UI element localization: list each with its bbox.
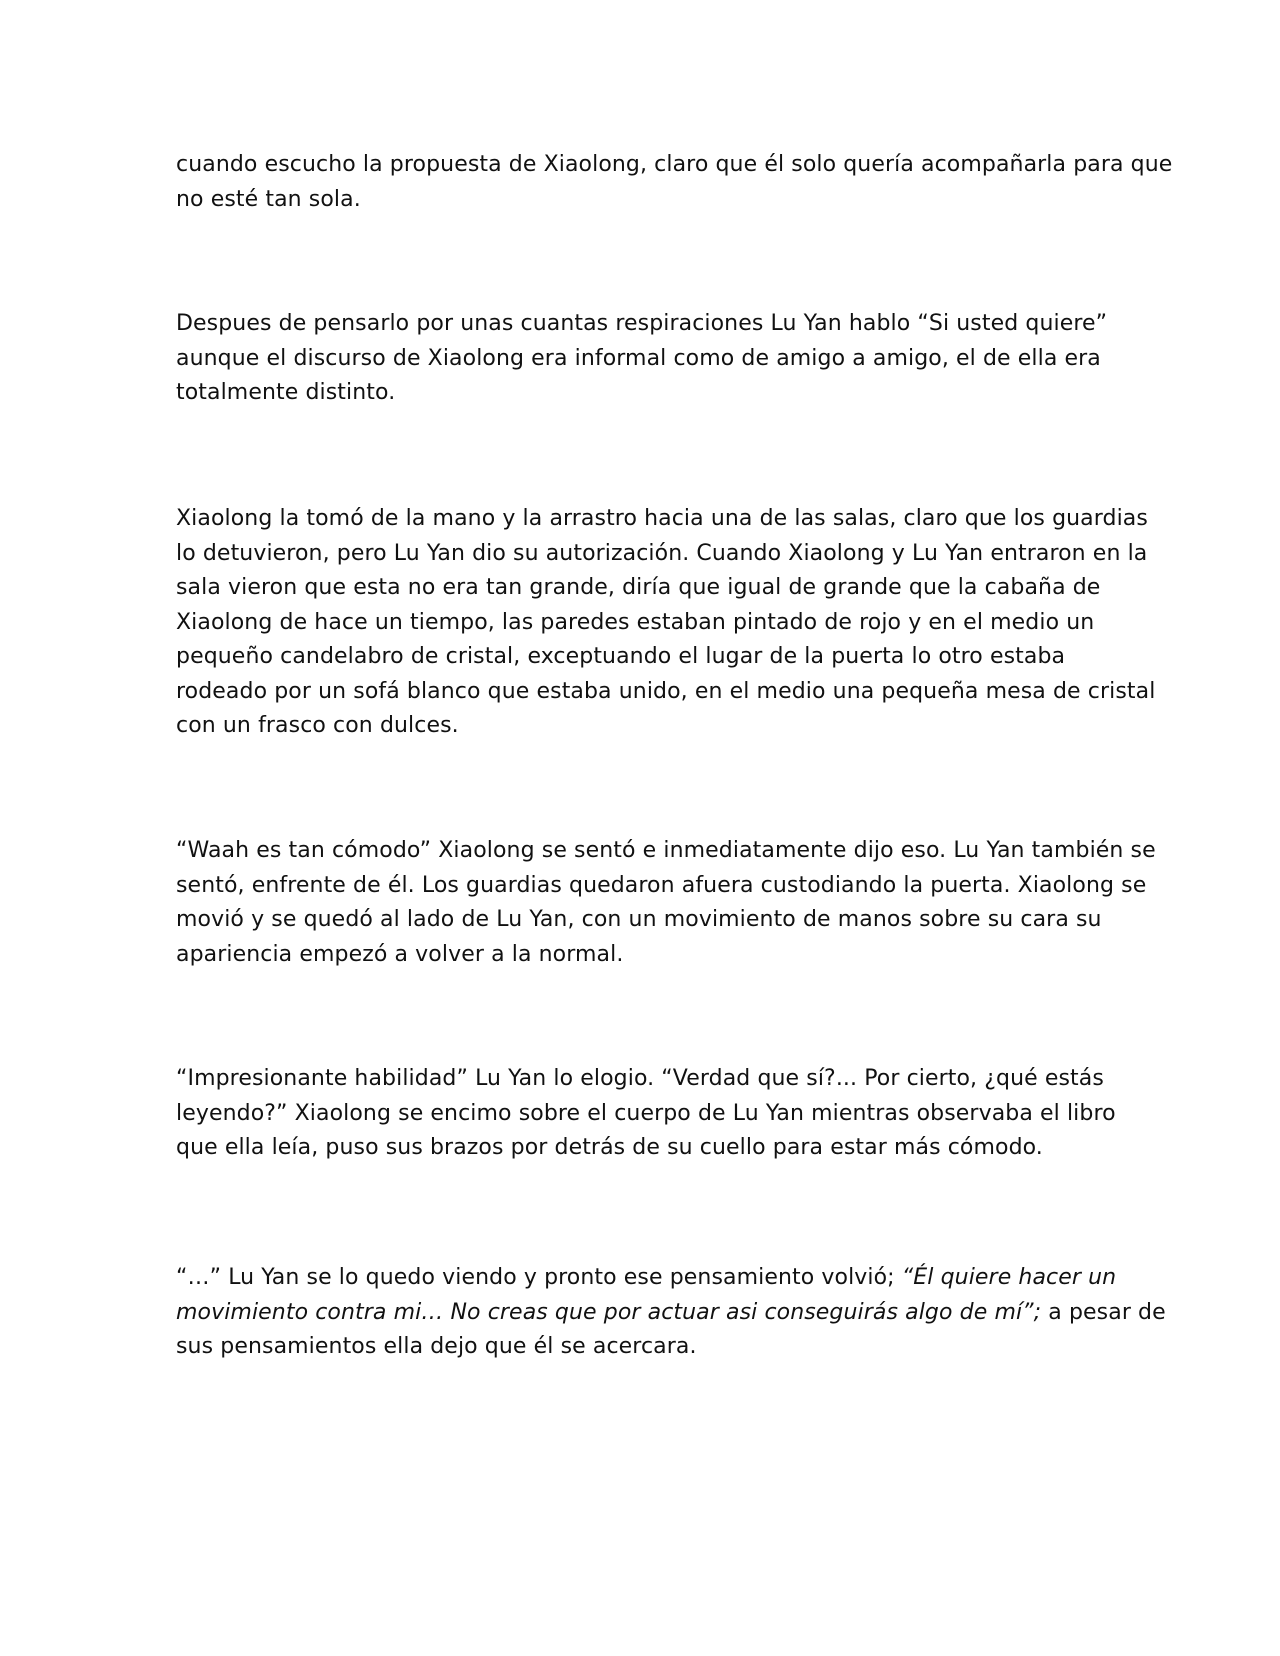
paragraph-line xyxy=(176,1261,1117,1296)
paragraph-5 xyxy=(176,1062,1116,1166)
paragraph-line xyxy=(176,1296,1166,1331)
paragraph-line: lo detuvieron, pero Lu Yan dio su autorización. Cuando Xiaolong y Lu Yan entraron en la xyxy=(176,540,1148,566)
paragraph-line: cuando escucho la propuesta de Xiaolong, claro que él solo quería acompañarla para que xyxy=(176,152,1173,177)
paragraph-line: no esté tan sola. xyxy=(176,186,361,212)
paragraph-line: Xiaolong la tomó de la mano y la arrastro hacia una de las salas, claro que los guardias xyxy=(176,506,1148,531)
paragraph-line: sala vieron que esta no era tan grande, diría que igual de grande que la cabaña de xyxy=(176,575,1101,600)
paragraph-2 xyxy=(176,307,1106,411)
narration-text: a pesar de xyxy=(1041,1299,1166,1325)
paragraph-line: “Waah es tan cómodo” Xiaolong se sentó e inmediatamente dijo eso. Lu Yan también se xyxy=(176,838,1156,863)
paragraph-line: leyendo?” Xiaolong se encimo sobre el cuerpo de Lu Yan mientras observaba el libro xyxy=(176,1100,1116,1126)
paragraph-line: que ella leía, puso sus brazos por detrás de su cuello para estar más cómodo. xyxy=(176,1135,1043,1160)
narration-text: “…” Lu Yan se lo quedo viendo y pronto ese pensamiento volvió; xyxy=(176,1265,902,1290)
thought-text: movimiento contra mi… No creas que por actuar asi conseguirás algo de mí”; xyxy=(176,1299,1042,1325)
paragraph-6 xyxy=(176,1261,1166,1365)
paragraph-4 xyxy=(176,834,1156,972)
paragraph-line: movió y se quedó al lado de Lu Yan, con un movimiento de manos sobre su cara su xyxy=(176,907,1102,932)
paragraph-line: con un frasco con dulces. xyxy=(176,713,459,738)
paragraph-line: Despues de pensarlo por unas cuantas respiraciones Lu Yan hablo “Si usted quiere” xyxy=(176,311,1108,336)
paragraph-line: “Impresionante habilidad” Lu Yan lo elogio. “Verdad que sí?... Por cierto, ¿qué estás xyxy=(176,1066,1104,1091)
paragraph-line: sentó, enfrente de él. Los guardias quedaron afuera custodiando la puerta. Xiaolong se xyxy=(176,872,1147,898)
thought-text: “Él quiere hacer un xyxy=(901,1265,1117,1290)
paragraph-line: totalmente distinto. xyxy=(176,380,396,405)
paragraph-line: apariencia empezó a volver a la normal. xyxy=(176,941,624,967)
paragraph-line: rodeado por un sofá blanco que estaba unido, en el medio una pequeña mesa de cristal xyxy=(176,678,1156,704)
paragraph-line: pequeño candelabro de cristal, exceptuando el lugar de la puerta lo otro estaba xyxy=(176,644,1066,669)
paragraph-1 xyxy=(176,148,1173,217)
paragraph-line: sus pensamientos ella dejo que él se acercara. xyxy=(176,1334,697,1359)
paragraph-line: aunque el discurso de Xiaolong era informal como de amigo a amigo, el de ella era xyxy=(176,345,1101,371)
paragraph-line: Xiaolong de hace un tiempo, las paredes estaban pintado de rojo y en el medio un xyxy=(176,609,1095,635)
paragraph-3 xyxy=(176,502,1156,744)
